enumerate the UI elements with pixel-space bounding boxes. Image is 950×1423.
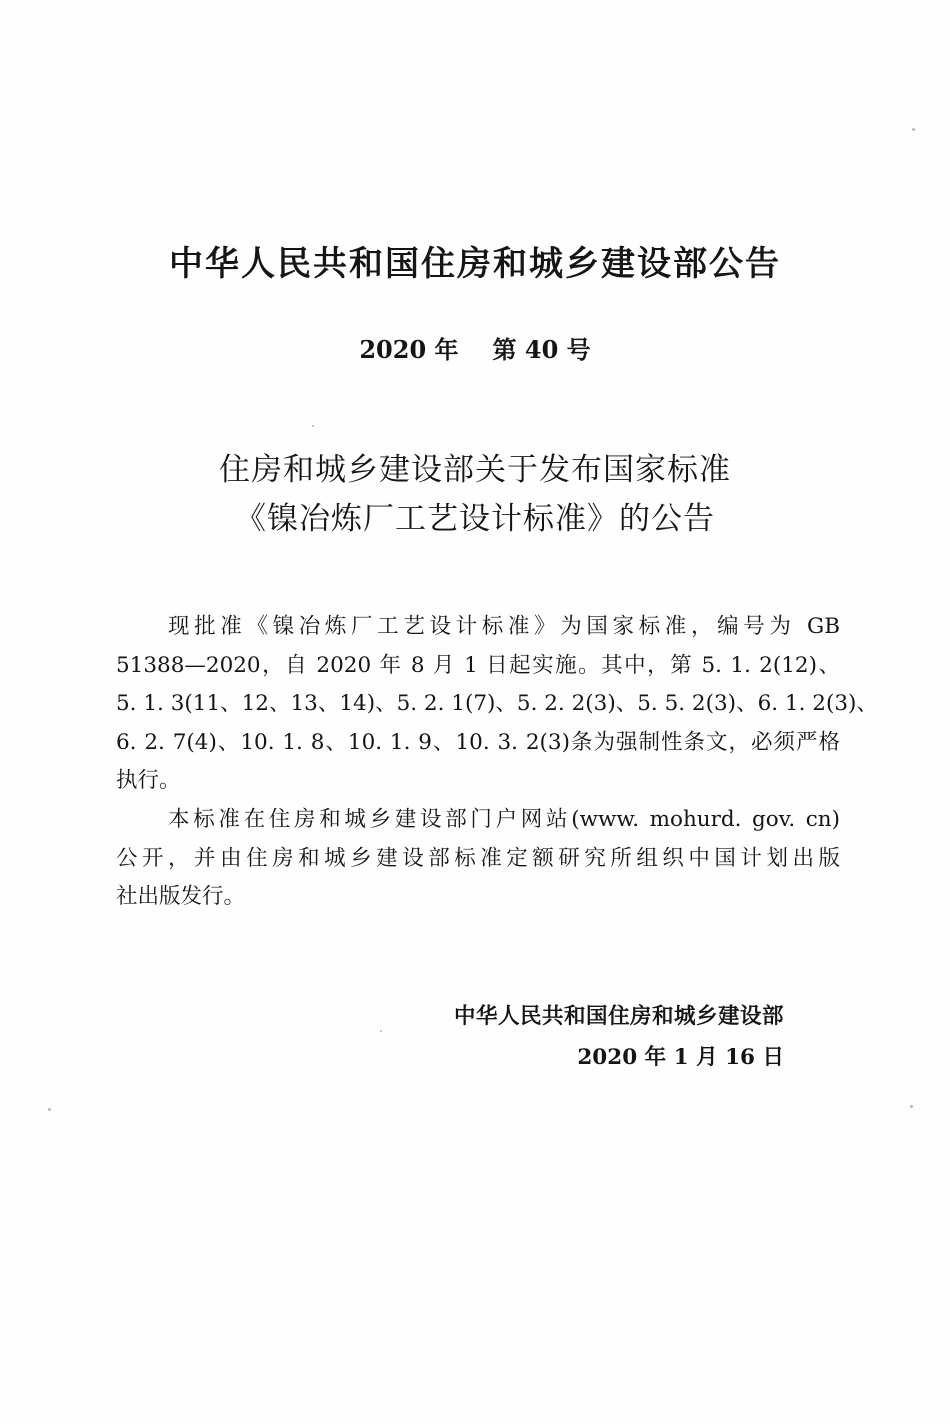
body-paragraph-publication	[116, 801, 840, 917]
body-line: 现批准《镍冶炼厂工艺设计标准》为国家标准，编号为 GB	[168, 614, 840, 639]
signature-date: 2020 年 1 月 16 日	[577, 1045, 784, 1070]
announcement-serial: 第 40 号	[492, 335, 591, 364]
scan-speck	[312, 425, 314, 427]
scan-speck	[48, 1108, 51, 1111]
announcement-number	[0, 330, 950, 365]
body-paragraph-approval	[116, 608, 878, 801]
issuer-heading: 中华人民共和国住房和城乡建设部公告	[169, 244, 781, 284]
body-line: 5. 1. 3(11、12、13、14)、5. 2. 1(7)、5. 2. 2(3)、5. 5. 2(3)、6. 1. 2(3)、	[116, 691, 878, 716]
announcement-title-line-2: 《镍冶炼厂工艺设计标准》的公告	[235, 501, 715, 537]
scan-speck	[910, 1105, 913, 1108]
body-line: 本标准在住房和城乡建设部门户网站(www. mohurd. gov. cn)	[168, 807, 840, 832]
body-line: 公开，并由住房和城乡建设部标准定额研究所组织中国计划出版	[116, 845, 840, 871]
announcement-year: 2020 年	[359, 335, 459, 364]
body-line: 社出版发行。	[116, 884, 246, 909]
scan-speck	[380, 1030, 382, 1032]
body-line: 51388—2020，自 2020 年 8 月 1 日起实施。其中，第 5. 1. 2(12)、	[116, 652, 840, 678]
announcement-title-line-1: 住房和城乡建设部关于发布国家标准	[219, 452, 731, 488]
signature-organization: 中华人民共和国住房和城乡建设部	[453, 1004, 784, 1029]
body-line: 执行。	[116, 768, 181, 793]
body-line: 6. 2. 7(4)、10. 1. 8、10. 1. 9、10. 3. 2(3)条为强制性条文，必须严格	[116, 729, 840, 755]
scan-speck	[912, 128, 915, 131]
